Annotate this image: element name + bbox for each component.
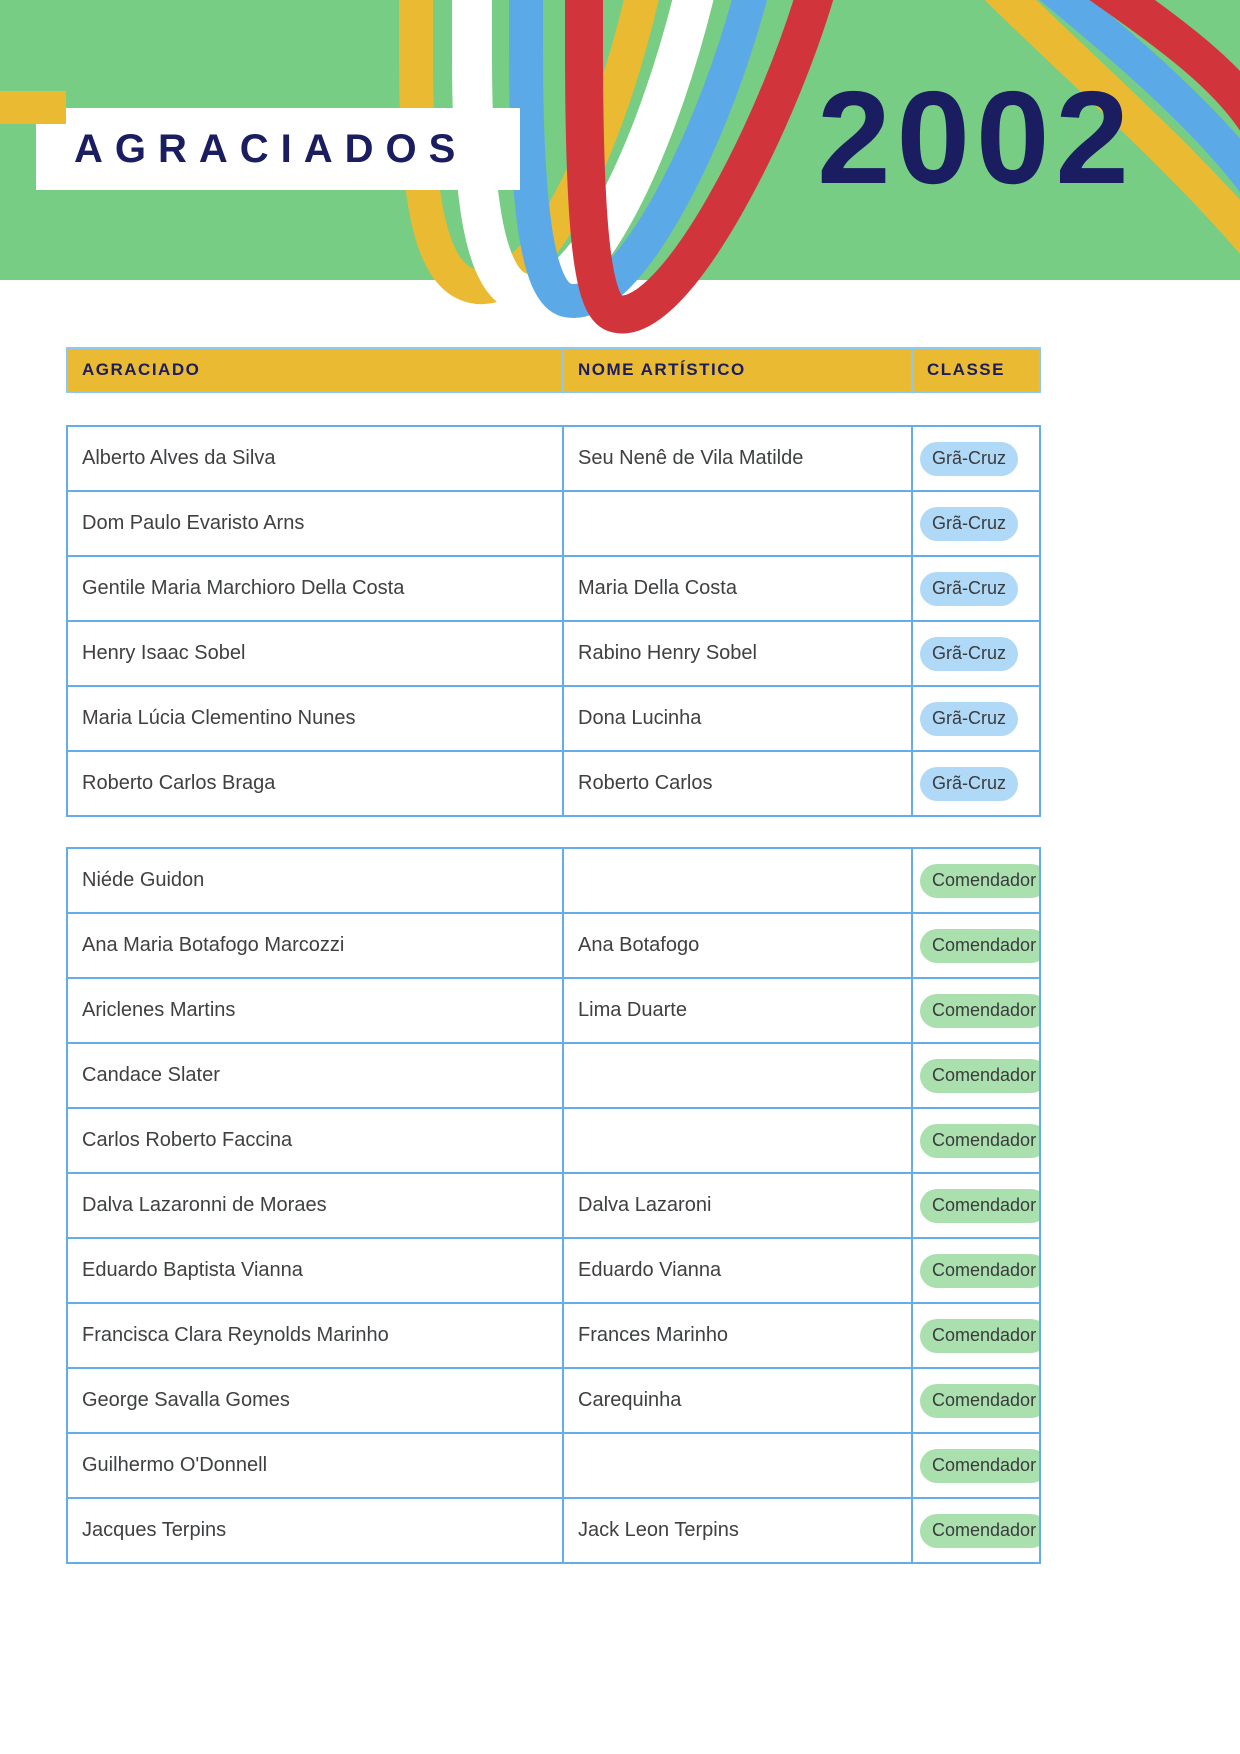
honoree-name: Alberto Alves da Silva xyxy=(82,447,276,469)
honoree-name: Carlos Roberto Faccina xyxy=(82,1129,293,1151)
table-row xyxy=(68,1237,1039,1302)
honoree-name: George Savalla Gomes xyxy=(82,1389,290,1411)
class-cell xyxy=(911,1499,1039,1562)
class-badge: Comendador xyxy=(920,929,1039,963)
class-badge: Grã-Cruz xyxy=(920,767,1018,801)
honoree-name: Maria Lúcia Clementino Nunes xyxy=(82,707,356,729)
honoree-name: Ariclenes Martins xyxy=(82,999,236,1021)
class-badge: Comendador xyxy=(920,1514,1039,1548)
artistic-name xyxy=(562,1109,911,1172)
table-row xyxy=(68,1302,1039,1367)
honoree-name: Candace Slater xyxy=(82,1064,220,1086)
class-badge: Comendador xyxy=(920,1384,1039,1418)
honoree-name: Gentile Maria Marchioro Della Costa xyxy=(82,577,405,599)
class-cell xyxy=(911,979,1039,1042)
honoree-name: Guilhermo O'Donnell xyxy=(82,1454,268,1476)
class-cell xyxy=(911,622,1039,685)
table-row xyxy=(68,1367,1039,1432)
honoree-name: Dom Paulo Evaristo Arns xyxy=(82,512,305,534)
class-cell xyxy=(911,557,1039,620)
honoree-name: Roberto Carlos Braga xyxy=(82,772,276,794)
class-badge: Comendador xyxy=(920,994,1039,1028)
class-badge: Comendador xyxy=(920,1254,1039,1288)
table-row xyxy=(68,1497,1039,1562)
yellow-corner-accent xyxy=(0,91,66,124)
class-cell xyxy=(911,1239,1039,1302)
year-heading: 2002 xyxy=(817,64,1135,211)
class-badge: Grã-Cruz xyxy=(920,442,1018,476)
class-cell xyxy=(911,687,1039,750)
class-badge: Comendador xyxy=(920,1319,1039,1353)
artistic-name xyxy=(562,492,911,555)
honoree-name: Niéde Guidon xyxy=(82,869,205,891)
artistic-name: Lima Duarte xyxy=(562,979,911,1042)
table-row xyxy=(68,1042,1039,1107)
title-box xyxy=(36,108,520,190)
honoree-name: Ana Maria Botafogo Marcozzi xyxy=(82,934,345,956)
table-group-comendador xyxy=(66,847,1041,1564)
artistic-name: Rabino Henry Sobel xyxy=(562,622,911,685)
class-cell xyxy=(911,1174,1039,1237)
column-header-classe: CLASSE xyxy=(911,349,1039,391)
table-row xyxy=(68,1432,1039,1497)
artistic-name: Frances Marinho xyxy=(562,1304,911,1367)
artistic-name xyxy=(562,849,911,912)
table-row xyxy=(68,1107,1039,1172)
artistic-name: Dalva Lazaroni xyxy=(562,1174,911,1237)
table-row xyxy=(68,1172,1039,1237)
artistic-name xyxy=(562,1434,911,1497)
class-cell xyxy=(911,752,1039,815)
table-row xyxy=(68,750,1039,815)
artistic-name: Roberto Carlos xyxy=(562,752,911,815)
class-cell xyxy=(911,914,1039,977)
honoree-name: Francisca Clara Reynolds Marinho xyxy=(82,1324,389,1346)
class-cell xyxy=(911,849,1039,912)
class-badge: Grã-Cruz xyxy=(920,572,1018,606)
class-cell xyxy=(911,1044,1039,1107)
table-group-gra-cruz xyxy=(66,425,1041,817)
honoree-name: Eduardo Baptista Vianna xyxy=(82,1259,303,1281)
class-badge: Comendador xyxy=(920,1449,1039,1483)
artistic-name: Maria Della Costa xyxy=(562,557,911,620)
table-header-row xyxy=(66,347,1041,393)
class-badge: Comendador xyxy=(920,864,1039,898)
artistic-name: Eduardo Vianna xyxy=(562,1239,911,1302)
class-badge: Comendador xyxy=(920,1059,1039,1093)
honoree-name: Dalva Lazaronni de Moraes xyxy=(82,1194,327,1216)
artistic-name: Seu Nenê de Vila Matilde xyxy=(562,427,911,490)
class-badge: Grã-Cruz xyxy=(920,702,1018,736)
table-row xyxy=(68,555,1039,620)
honoree-name: Jacques Terpins xyxy=(82,1519,227,1541)
table-row xyxy=(68,849,1039,912)
class-cell xyxy=(911,1434,1039,1497)
class-badge: Grã-Cruz xyxy=(920,637,1018,671)
class-cell xyxy=(911,427,1039,490)
class-cell xyxy=(911,1369,1039,1432)
table-row xyxy=(68,685,1039,750)
class-cell xyxy=(911,1304,1039,1367)
artistic-name: Jack Leon Terpins xyxy=(562,1499,911,1562)
artistic-name: Dona Lucinha xyxy=(562,687,911,750)
table-row xyxy=(68,977,1039,1042)
column-header-nome-artistico: NOME ARTÍSTICO xyxy=(562,349,911,391)
table-row xyxy=(68,427,1039,490)
artistic-name xyxy=(562,1044,911,1107)
class-cell xyxy=(911,1109,1039,1172)
artistic-name: Carequinha xyxy=(562,1369,911,1432)
class-badge: Grã-Cruz xyxy=(920,507,1018,541)
class-cell xyxy=(911,492,1039,555)
table-row xyxy=(68,620,1039,685)
table-row xyxy=(68,912,1039,977)
class-badge: Comendador xyxy=(920,1189,1039,1223)
page-title: AGRACIADOS xyxy=(74,126,468,171)
table-row xyxy=(68,490,1039,555)
class-badge: Comendador xyxy=(920,1124,1039,1158)
column-header-agraciado: AGRACIADO xyxy=(82,360,201,379)
artistic-name: Ana Botafogo xyxy=(562,914,911,977)
honoree-name: Henry Isaac Sobel xyxy=(82,642,246,664)
